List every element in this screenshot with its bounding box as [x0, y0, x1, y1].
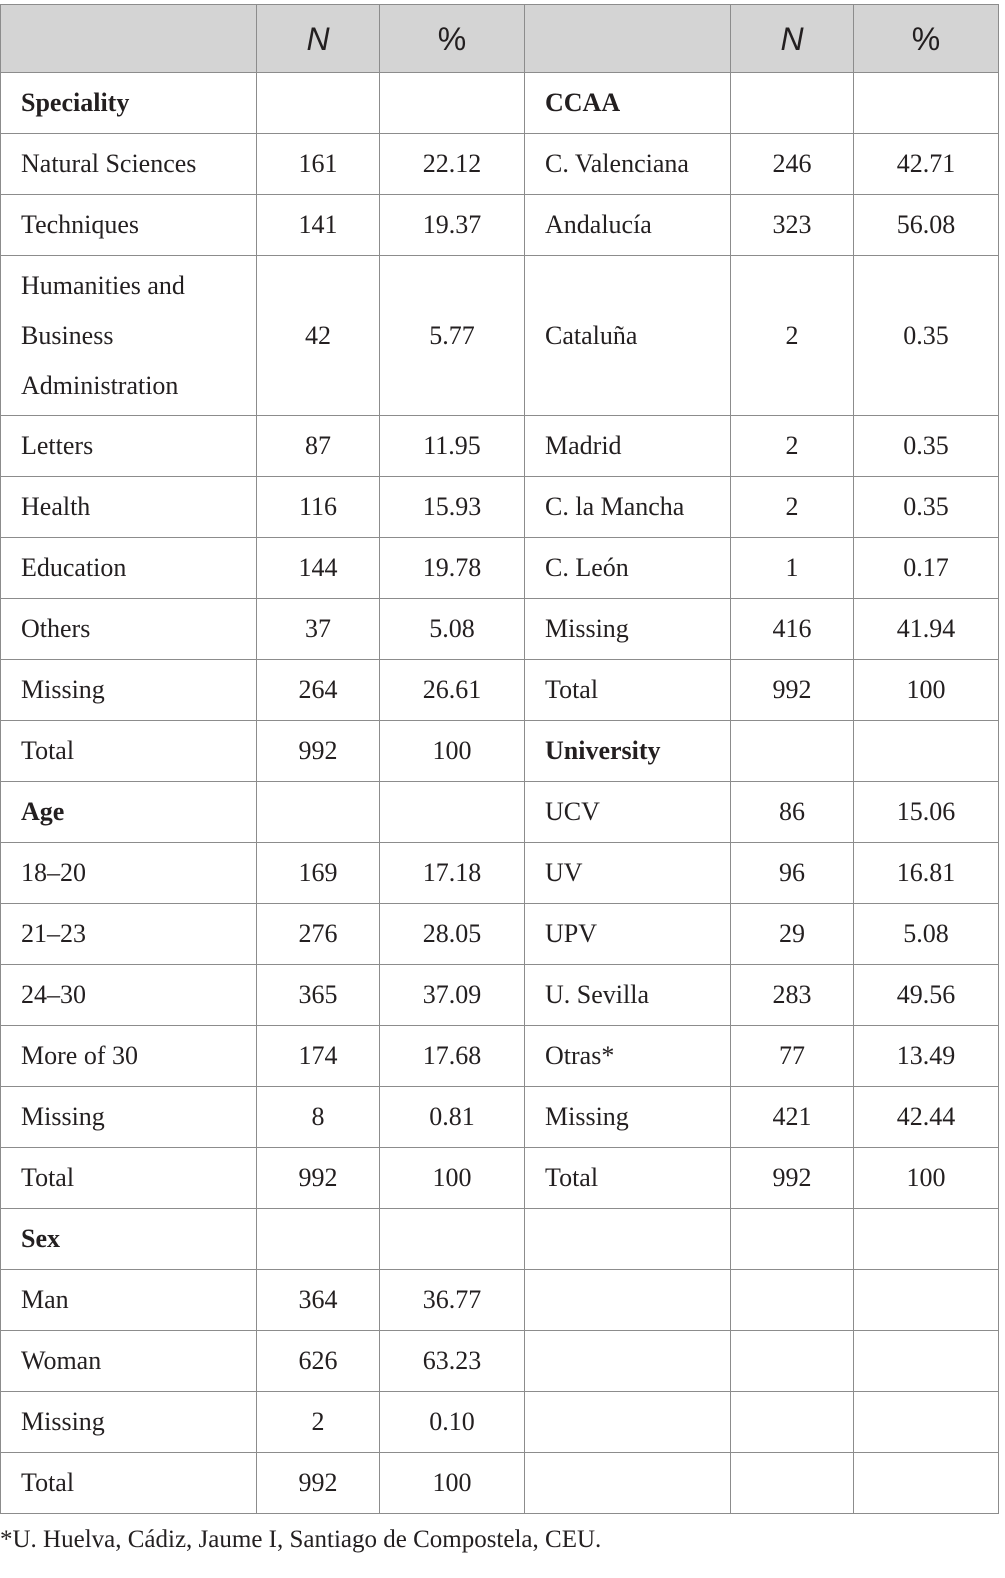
cell-n: 161 — [257, 134, 380, 195]
cell-percent: 0.10 — [380, 1392, 525, 1453]
table-wrapper — [0, 4, 998, 1514]
cell-label: C. la Mancha — [525, 477, 731, 538]
table-footnote: *U. Huelva, Cádiz, Jaume I, Santiago de Compostela, CEU. — [0, 1526, 602, 1553]
cell-n: 992 — [731, 660, 854, 721]
table-row — [1, 721, 999, 782]
cell-n: 1 — [731, 538, 854, 599]
cell-label: Natural Sciences — [1, 134, 257, 195]
cell-percent — [380, 1209, 525, 1270]
cell-percent: 28.05 — [380, 904, 525, 965]
cell-n: 169 — [257, 843, 380, 904]
cell-n — [257, 782, 380, 843]
cell-label: 24–30 — [1, 965, 257, 1026]
cell-label: C. León — [525, 538, 731, 599]
table-row — [1, 1087, 999, 1148]
cell-percent: 19.37 — [380, 195, 525, 256]
cell-n: 283 — [731, 965, 854, 1026]
table-row — [1, 660, 999, 721]
cell-label: Letters — [1, 416, 257, 477]
cell-n: 365 — [257, 965, 380, 1026]
cell-percent: 13.49 — [854, 1026, 999, 1087]
cell-percent — [854, 721, 999, 782]
cell-percent: 17.18 — [380, 843, 525, 904]
cell-n: 992 — [257, 1453, 380, 1514]
cell-percent: 0.17 — [854, 538, 999, 599]
cell-percent: 0.35 — [854, 477, 999, 538]
cell-n: 42 — [257, 256, 380, 416]
cell-percent: 22.12 — [380, 134, 525, 195]
cell-percent: 0.35 — [854, 416, 999, 477]
cell-percent: 5.08 — [380, 599, 525, 660]
cell-percent: 100 — [854, 660, 999, 721]
cell-label: Humanities and Business Administration — [1, 256, 257, 416]
cell-n: 144 — [257, 538, 380, 599]
cell-percent: 15.93 — [380, 477, 525, 538]
cell-label: Health — [1, 477, 257, 538]
cell-label: Missing — [1, 1087, 257, 1148]
section-heading-age: Age — [1, 782, 257, 843]
cell-percent: 19.78 — [380, 538, 525, 599]
table-row — [1, 477, 999, 538]
cell-n — [257, 1209, 380, 1270]
cell-label: Education — [1, 538, 257, 599]
cell-label: Missing — [525, 1087, 731, 1148]
cell-label: Total — [1, 721, 257, 782]
table-row — [1, 1392, 999, 1453]
cell-n: 2 — [731, 256, 854, 416]
header-percent-right: % — [854, 5, 999, 73]
header-n-left: N — [257, 5, 380, 73]
cell-n — [731, 73, 854, 134]
cell-label: UV — [525, 843, 731, 904]
header-label-left — [1, 5, 257, 73]
cell-percent — [854, 1331, 999, 1392]
table-row — [1, 195, 999, 256]
cell-n: 364 — [257, 1270, 380, 1331]
table-row — [1, 965, 999, 1026]
section-heading-sex: Sex — [1, 1209, 257, 1270]
cell-label: C. Valenciana — [525, 134, 731, 195]
cell-n: 264 — [257, 660, 380, 721]
cell-label — [525, 1331, 731, 1392]
cell-n: 992 — [731, 1148, 854, 1209]
cell-label — [525, 1270, 731, 1331]
cell-n: 8 — [257, 1087, 380, 1148]
cell-label: More of 30 — [1, 1026, 257, 1087]
table-row — [1, 782, 999, 843]
cell-label: 18–20 — [1, 843, 257, 904]
cell-percent: 41.94 — [854, 599, 999, 660]
table-header — [1, 5, 999, 73]
cell-percent — [854, 1209, 999, 1270]
cell-n: 77 — [731, 1026, 854, 1087]
cell-n — [731, 1270, 854, 1331]
cell-n: 416 — [731, 599, 854, 660]
table-row — [1, 1026, 999, 1087]
table-row — [1, 1209, 999, 1270]
cell-percent: 56.08 — [854, 195, 999, 256]
demographics-table — [0, 4, 999, 1514]
cell-n: 2 — [731, 477, 854, 538]
cell-label: Otras* — [525, 1026, 731, 1087]
cell-n — [731, 721, 854, 782]
cell-label: Man — [1, 1270, 257, 1331]
cell-label: Total — [525, 660, 731, 721]
cell-percent — [380, 73, 525, 134]
cell-percent: 100 — [854, 1148, 999, 1209]
cell-n: 141 — [257, 195, 380, 256]
cell-n: 2 — [257, 1392, 380, 1453]
table-row — [1, 1331, 999, 1392]
cell-percent: 37.09 — [380, 965, 525, 1026]
cell-label: Missing — [525, 599, 731, 660]
cell-n: 323 — [731, 195, 854, 256]
cell-n: 174 — [257, 1026, 380, 1087]
table-row — [1, 416, 999, 477]
cell-n: 37 — [257, 599, 380, 660]
cell-label: UPV — [525, 904, 731, 965]
cell-percent: 0.81 — [380, 1087, 525, 1148]
cell-label — [525, 1392, 731, 1453]
section-heading-ccaa: CCAA — [525, 73, 731, 134]
cell-percent — [854, 1392, 999, 1453]
cell-n: 246 — [731, 134, 854, 195]
table-row — [1, 1270, 999, 1331]
cell-percent — [854, 1453, 999, 1514]
cell-percent: 100 — [380, 1453, 525, 1514]
cell-n — [731, 1392, 854, 1453]
cell-label: Others — [1, 599, 257, 660]
cell-percent: 16.81 — [854, 843, 999, 904]
cell-n: 116 — [257, 477, 380, 538]
cell-n — [257, 73, 380, 134]
cell-n: 992 — [257, 1148, 380, 1209]
table-row — [1, 1148, 999, 1209]
header-label-right — [525, 5, 731, 73]
cell-n — [731, 1209, 854, 1270]
cell-percent: 42.44 — [854, 1087, 999, 1148]
cell-n — [731, 1331, 854, 1392]
table-row — [1, 904, 999, 965]
section-heading-university: University — [525, 721, 731, 782]
cell-label: Missing — [1, 660, 257, 721]
cell-n: 96 — [731, 843, 854, 904]
table-row — [1, 843, 999, 904]
header-percent-left: % — [380, 5, 525, 73]
cell-label: 21–23 — [1, 904, 257, 965]
cell-label — [525, 1453, 731, 1514]
table-row — [1, 73, 999, 134]
cell-percent: 17.68 — [380, 1026, 525, 1087]
cell-percent: 5.08 — [854, 904, 999, 965]
cell-percent: 63.23 — [380, 1331, 525, 1392]
cell-n: 992 — [257, 721, 380, 782]
cell-n: 87 — [257, 416, 380, 477]
cell-percent — [854, 1270, 999, 1331]
table-row — [1, 599, 999, 660]
cell-percent: 11.95 — [380, 416, 525, 477]
cell-label: Andalucía — [525, 195, 731, 256]
table-row — [1, 538, 999, 599]
cell-percent: 100 — [380, 721, 525, 782]
cell-label — [525, 1209, 731, 1270]
header-row — [1, 5, 999, 73]
header-n-right: N — [731, 5, 854, 73]
cell-n: 626 — [257, 1331, 380, 1392]
cell-n: 86 — [731, 782, 854, 843]
cell-label: Total — [1, 1148, 257, 1209]
cell-percent: 0.35 — [854, 256, 999, 416]
cell-percent: 42.71 — [854, 134, 999, 195]
cell-label: Total — [1, 1453, 257, 1514]
cell-percent — [854, 73, 999, 134]
table-body — [1, 73, 999, 1514]
cell-percent: 49.56 — [854, 965, 999, 1026]
cell-percent: 5.77 — [380, 256, 525, 416]
section-heading-speciality: Speciality — [1, 73, 257, 134]
cell-label: Madrid — [525, 416, 731, 477]
cell-percent — [380, 782, 525, 843]
cell-n: 421 — [731, 1087, 854, 1148]
cell-percent: 26.61 — [380, 660, 525, 721]
table-row — [1, 134, 999, 195]
cell-label: UCV — [525, 782, 731, 843]
cell-label: Missing — [1, 1392, 257, 1453]
cell-n — [731, 1453, 854, 1514]
cell-percent: 100 — [380, 1148, 525, 1209]
table-row — [1, 1453, 999, 1514]
cell-label: Techniques — [1, 195, 257, 256]
cell-label: Woman — [1, 1331, 257, 1392]
cell-percent: 36.77 — [380, 1270, 525, 1331]
cell-percent: 15.06 — [854, 782, 999, 843]
cell-label: U. Sevilla — [525, 965, 731, 1026]
cell-n: 29 — [731, 904, 854, 965]
cell-label: Total — [525, 1148, 731, 1209]
cell-label: Cataluña — [525, 256, 731, 416]
table-row — [1, 256, 999, 416]
cell-n: 276 — [257, 904, 380, 965]
cell-n: 2 — [731, 416, 854, 477]
